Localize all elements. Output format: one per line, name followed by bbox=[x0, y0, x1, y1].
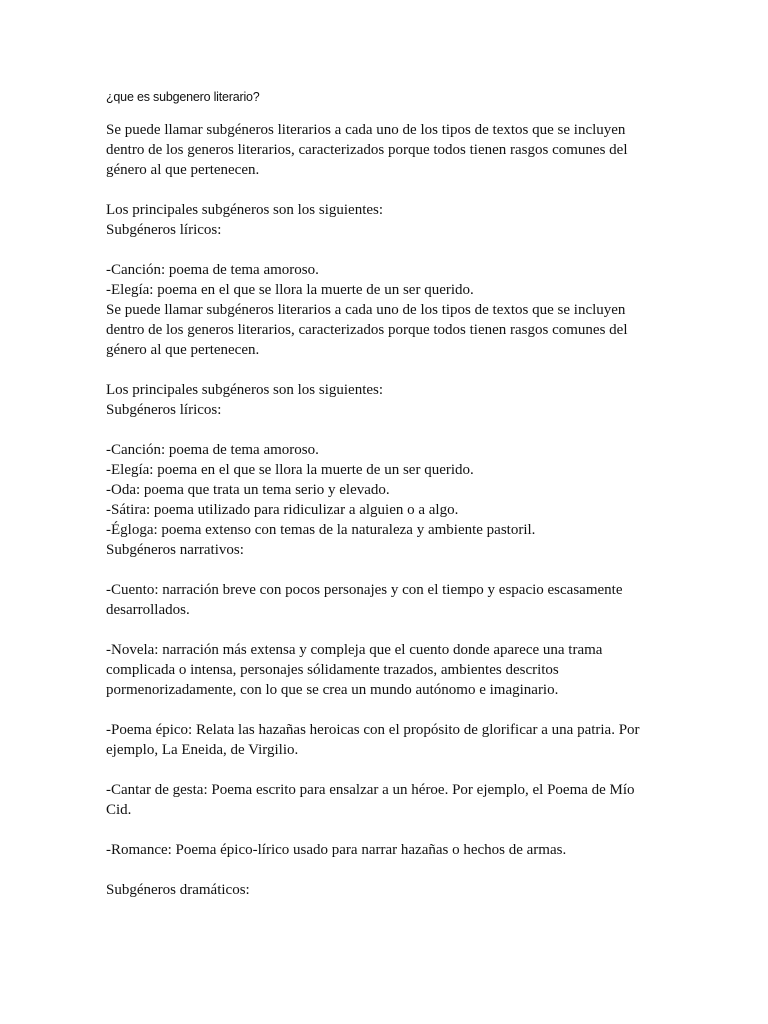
list-item: -Novela: narración más extensa y compleja que el cuento donde aparece una trama bbox=[106, 642, 603, 658]
list-item: -Canción: poema de tema amoroso. bbox=[106, 442, 319, 458]
text-line: dentro de los generos literarios, caracterizados porque todos tienen rasgos comunes del bbox=[106, 142, 628, 158]
list-item: -Égloga: poema extenso con temas de la naturaleza y ambiente pastoril. bbox=[106, 522, 536, 538]
list-item: -Romance: Poema épico-lírico usado para narrar hazañas o hechos de armas. bbox=[106, 842, 567, 858]
list-item: -Cuento: narración breve con pocos personajes y con el tiempo y espacio escasamente bbox=[106, 582, 623, 598]
blank-line bbox=[106, 240, 666, 260]
document-body bbox=[106, 120, 666, 900]
list-item: -Oda: poema que trata un tema serio y elevado. bbox=[106, 482, 390, 498]
text-line: Se puede llamar subgéneros literarios a cada uno de los tipos de textos que se incluyen bbox=[106, 302, 626, 318]
section-heading: Subgéneros líricos: bbox=[106, 222, 222, 238]
list-item: -Elegía: poema en el que se llora la muerte de un ser querido. bbox=[106, 462, 474, 478]
blank-line bbox=[106, 820, 666, 840]
text-line: dentro de los generos literarios, caracterizados porque todos tienen rasgos comunes del bbox=[106, 322, 628, 338]
blank-line bbox=[106, 620, 666, 640]
blank-line bbox=[106, 860, 666, 880]
list-item: -Poema épico: Relata las hazañas heroicas con el propósito de glorificar a una patria. Por bbox=[106, 722, 640, 738]
list-item: -Sátira: poema utilizado para ridiculizar a alguien o a algo. bbox=[106, 502, 459, 518]
document-title: ¿que es subgenero literario? bbox=[106, 90, 260, 104]
text-line: Los principales subgéneros son los siguientes: bbox=[106, 382, 384, 398]
blank-line bbox=[106, 420, 666, 440]
section-heading: Subgéneros dramáticos: bbox=[106, 882, 250, 898]
text-line: Los principales subgéneros son los siguientes: bbox=[106, 202, 384, 218]
blank-line bbox=[106, 700, 666, 720]
text-line: género al que pertenecen. bbox=[106, 162, 260, 178]
text-line: Cid. bbox=[106, 802, 132, 818]
blank-line bbox=[106, 180, 666, 200]
list-item: -Cantar de gesta: Poema escrito para ensalzar a un héroe. Por ejemplo, el Poema de Mío bbox=[106, 782, 635, 798]
text-line: Se puede llamar subgéneros literarios a cada uno de los tipos de textos que se incluyen bbox=[106, 122, 626, 138]
text-line: género al que pertenecen. bbox=[106, 342, 260, 358]
blank-line bbox=[106, 360, 666, 380]
text-line: pormenorizadamente, con lo que se crea un mundo autónomo e imaginario. bbox=[106, 682, 559, 698]
text-line: complicada o intensa, personajes sólidamente trazados, ambientes descritos bbox=[106, 662, 559, 678]
blank-line bbox=[106, 560, 666, 580]
blank-line bbox=[106, 760, 666, 780]
section-heading: Subgéneros narrativos: bbox=[106, 542, 244, 558]
list-item: -Elegía: poema en el que se llora la muerte de un ser querido. bbox=[106, 282, 474, 298]
text-line: ejemplo, La Eneida, de Virgilio. bbox=[106, 742, 299, 758]
section-heading: Subgéneros líricos: bbox=[106, 402, 222, 418]
list-item: -Canción: poema de tema amoroso. bbox=[106, 262, 319, 278]
text-line: desarrollados. bbox=[106, 602, 190, 618]
